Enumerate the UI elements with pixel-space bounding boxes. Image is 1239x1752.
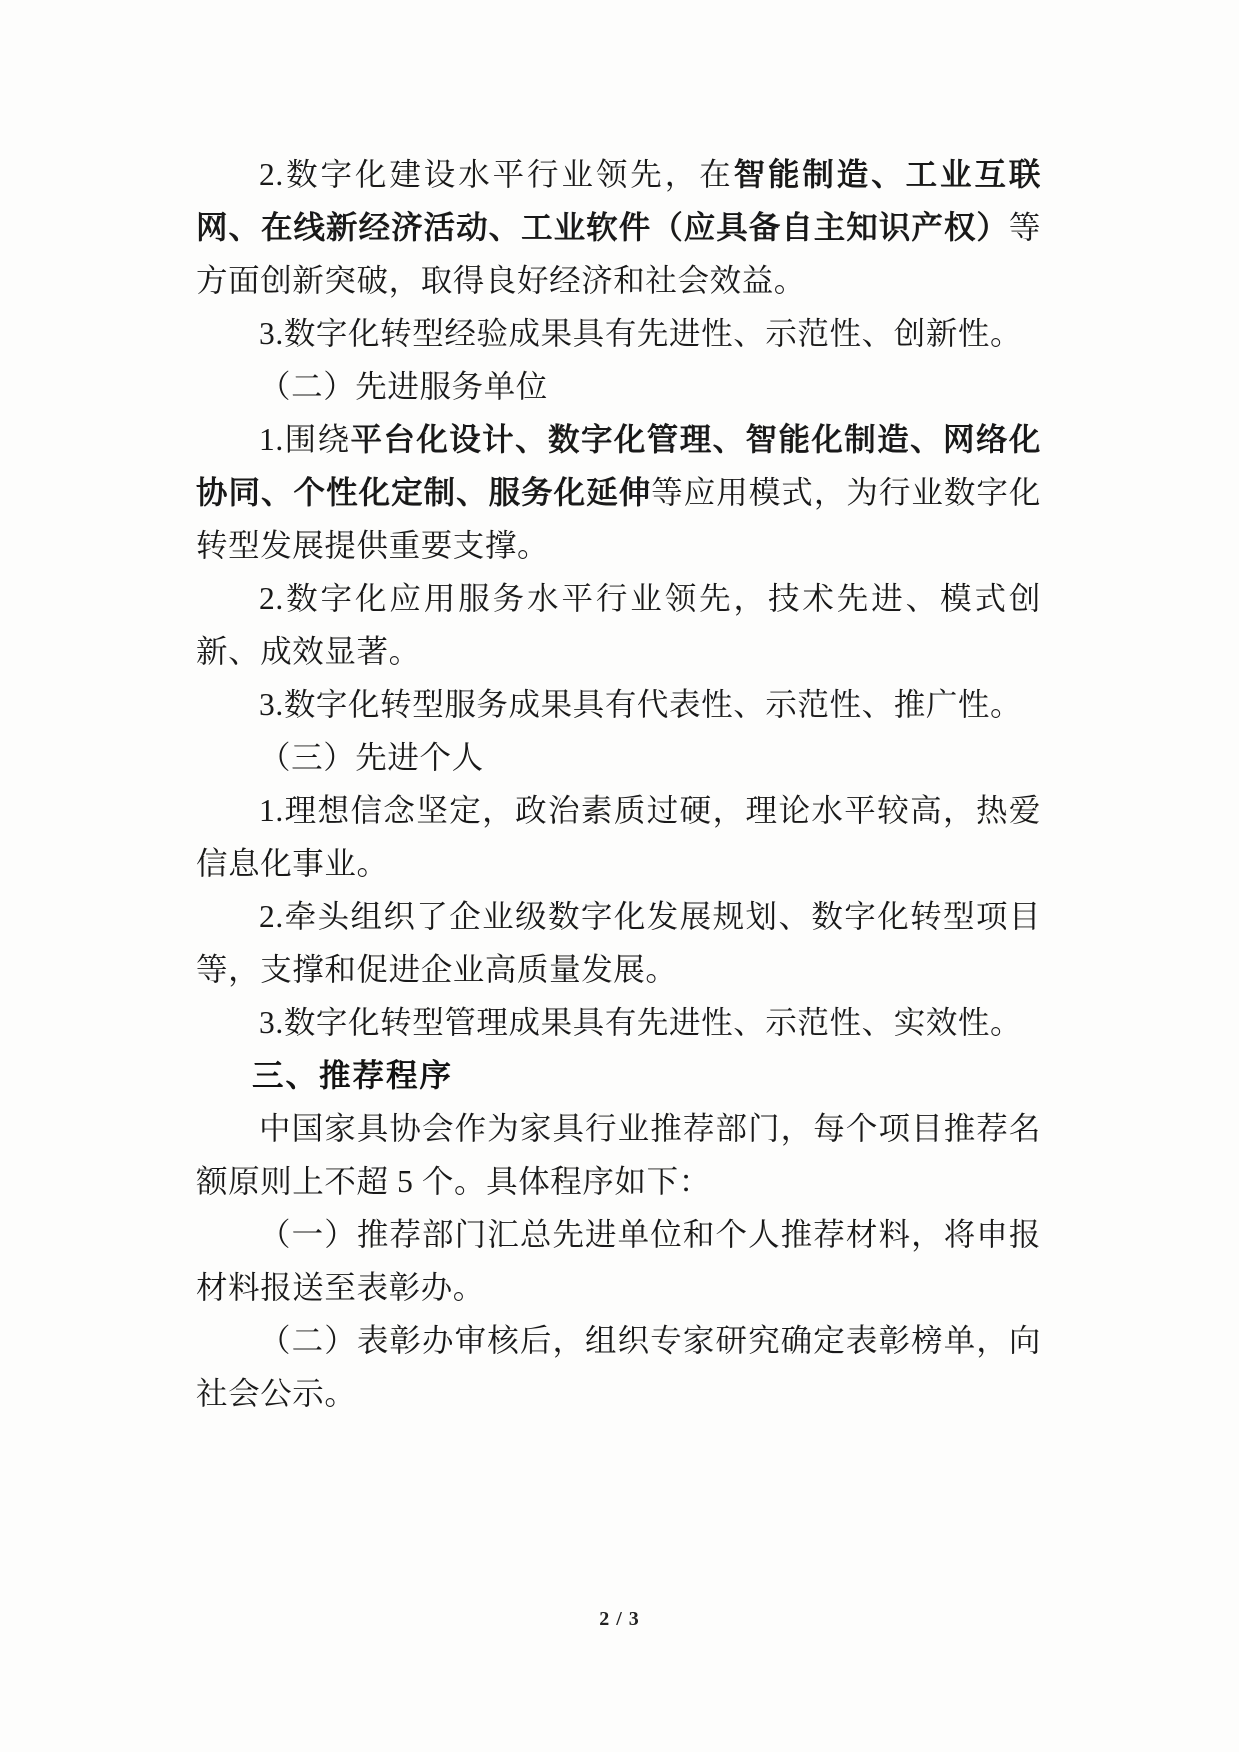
- text-run: 3.数字化转型管理成果具有先进性、示范性、实效性。: [259, 1005, 1023, 1040]
- text-run-bold: 智能制造、工业互联网、在线新经济活动、工业软件（应具备自主知识产权）: [196, 157, 1041, 245]
- text-run: 中国家具协会作为家具行业推荐部门，每个项目推荐名额原则上不超 5 个。具体程序如下：: [196, 1111, 1041, 1199]
- heading-recommendation-procedure: [196, 1049, 1041, 1102]
- paragraph-section-two: [196, 360, 1041, 413]
- text-run: 1.理想信念坚定，政治素质过硬，理论水平较高，热爱信息化事业。: [196, 793, 1041, 881]
- paragraph-criteria-2: [196, 148, 1041, 307]
- text-run: （二）先进服务单位: [259, 369, 548, 404]
- paragraph-individual-1: [196, 784, 1041, 890]
- paragraph-service-1: [196, 413, 1041, 572]
- text-run: 3.数字化转型经验成果具有先进性、示范性、创新性。: [259, 316, 1023, 351]
- text-run-bold: 平台化设计、数字化管理、智能化制造、网络化协同、个性化定制、服务化延伸: [196, 422, 1042, 510]
- paragraph-individual-3: [196, 996, 1041, 1049]
- text-run: 3.数字化转型服务成果具有代表性、示范性、推广性。: [259, 687, 1023, 722]
- paragraph-section-three: [196, 731, 1041, 784]
- text-run: （三）先进个人: [259, 740, 484, 775]
- paragraph-service-3: [196, 678, 1041, 731]
- paragraph-criteria-3: [196, 307, 1041, 360]
- text-run: （二）表彰办审核后，组织专家研究确定表彰榜单，向社会公示。: [196, 1323, 1041, 1411]
- document-body: [196, 148, 1041, 1420]
- paragraph-procedure-intro: [196, 1102, 1041, 1208]
- text-run: 2.数字化建设水平行业领先，在: [259, 157, 734, 192]
- text-run: 2.数字化应用服务水平行业领先，技术先进、模式创新、成效显著。: [196, 581, 1041, 669]
- text-run-bold: 三、推荐程序: [252, 1058, 454, 1093]
- text-run: 2.牵头组织了企业级数字化发展规划、数字化转型项目等，支撑和促进企业高质量发展。: [196, 899, 1041, 987]
- text-run: （一）推荐部门汇总先进单位和个人推荐材料，将申报材料报送至表彰办。: [196, 1217, 1041, 1305]
- text-run: 等应用模式，为行业数字化转型发展提供重要支撑。: [196, 475, 1042, 563]
- paragraph-service-2: [196, 572, 1041, 678]
- text-run: 1.围绕: [259, 422, 351, 457]
- paragraph-individual-2: [196, 890, 1041, 996]
- paragraph-procedure-one: [196, 1208, 1041, 1314]
- text-run: 等方面创新突破，取得良好经济和社会效益。: [196, 210, 1041, 298]
- page-number: 2 / 3: [599, 1608, 640, 1630]
- paragraph-procedure-two: [196, 1314, 1041, 1420]
